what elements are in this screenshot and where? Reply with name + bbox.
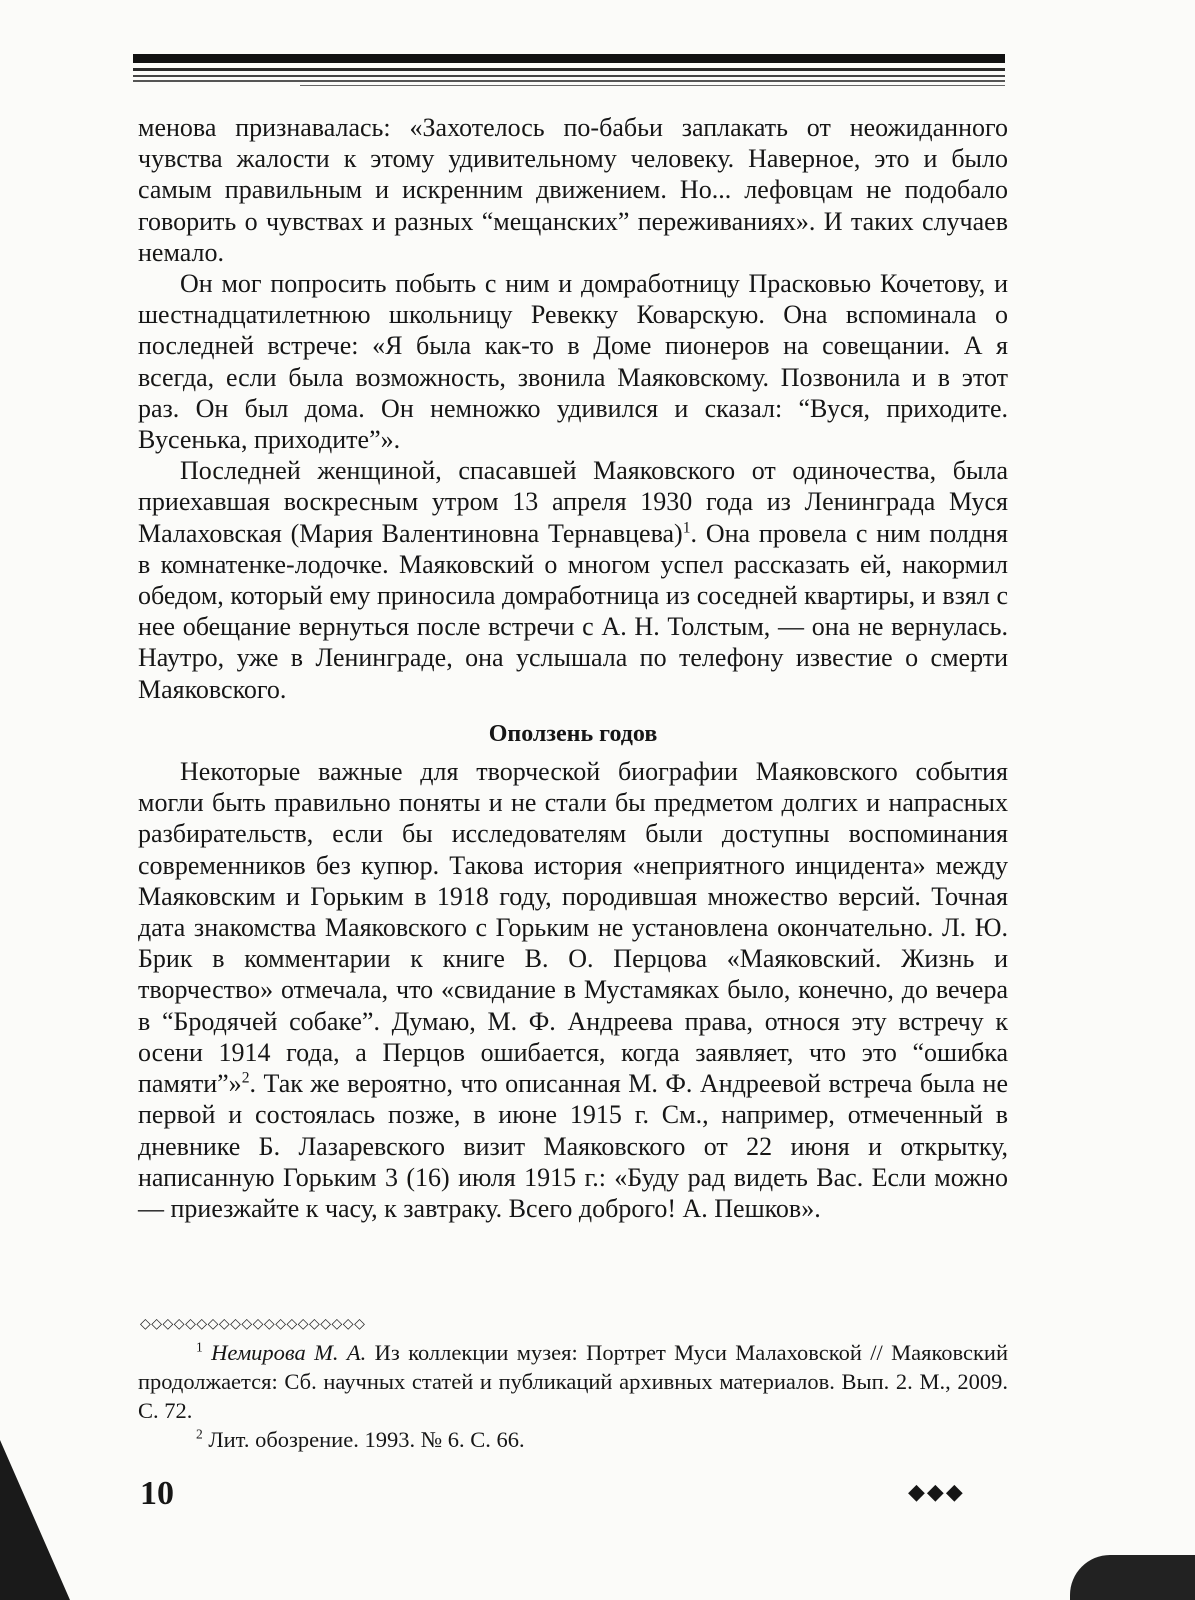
footnote-separator: ◇◇◇◇◇◇◇◇◇◇◇◇◇◇◇◇◇◇◇◇: [140, 1316, 366, 1332]
scan-shadow-left: [0, 1440, 70, 1600]
body-text: [138, 112, 1008, 1224]
header-rule-thick: [133, 54, 1005, 63]
footnote-text: Из коллекции музея: Портрет Муси Малаховской // Маяковский продолжается: Сб. научных статей и публикаций архивных материалов. Вып. 2. М., 2009. С. 72.: [138, 1340, 1009, 1423]
header-rule-4: [133, 80, 1005, 82]
paragraph-section: [138, 756, 1008, 1224]
paragraph-text: Некоторые важные для творческой биографии Маяковского события могли быть правильно поняты и не стали бы предметом долгих и напрасных разбирательств, если бы исследователям были доступны воспоминания современников без купюр. Такова история «неприятного инцидента» между Маяковским и Горьким в 1918 году, породившая множество версий. Точная дата знакомства Маяковского с Горьким не установлена окончательно. Л. Ю. Брик в комментарии к книге В. О. Перцова «Маяковский. Жизнь и творчество» отмечала, что «свидание в Мустамяках было, конечно, до вечера в “Бродячей собаке”. Думаю, М. Ф. Андреева права, относя эту встречу к осени 1914 года, а Перцов ошибается, когда заявляет, что это “ошибка памяти”»: [138, 757, 1008, 1099]
scan-shadow-right: [1070, 1555, 1195, 1600]
footnote-1: [138, 1338, 1008, 1425]
footnote-ref-1[interactable]: 1: [682, 518, 691, 536]
footnote-number: 2: [196, 1426, 203, 1442]
section-title: Оползень годов: [488, 720, 658, 747]
header-rule-5: [300, 85, 1005, 86]
footnote-text: Лит. обозрение. 1993. № 6. С. 66.: [208, 1427, 525, 1452]
header-rule-3: [133, 75, 1005, 77]
paragraph-kochetova: Он мог попросить побыть с ним и домработницу Прасковью Кочетову, и шестнадцатилетнюю школьницу Ревекку Коварскую. Она вспоминала о последней встрече: «Я была как-то в Доме пионеров на совещании. А я всегда, если была возможность, звонила Маяковскому. Позвонила и в этот раз. Он был дома. Он немножко удивился и сказал: “Вуся, приходите. Вусенька, приходите”».: [138, 269, 1008, 455]
footnote-number: 1: [196, 1339, 203, 1355]
paragraph-text: . Так же вероятно, что описанная М. Ф. Андреевой встреча была не первой и состоялась позже, в июне 1915 г. См., например, отмеченный в дневнике Б. Лазаревского визит Маяковского от 22 июня и открытку, написанную Горьким 3 (16) июля 1915 г.: «Буду рад видеть Вас. Если можно — приезжайте к часу, к завтраку. Всего доброго! А. Пешков».: [138, 1069, 1008, 1223]
footnote-2: [138, 1425, 1008, 1454]
paragraph-text: . Она провела с ним полдня в комнатенке-лодочке. Маяковский о многом успел рассказать ей, накормил обедом, который ему приносила домработница из соседней квартиры, и взял с нее обещание вернуться после встречи с А. Н. Толстым, — она не вернулась. Наутро, уже в Ленинграде, она услышала по телефону известие о смерти Маяковского.: [138, 518, 1008, 704]
footnote-ref-2[interactable]: 2: [241, 1069, 250, 1087]
paragraph-text: Последней женщиной, спасавшей Маяковского от одиночества, была приехавшая воскресным утром 13 апреля 1930 года из Ленинграда Муся Малаховская (Мария Валентиновна Тернавцева): [138, 456, 1008, 548]
footnote-author: Немирова М. А.: [211, 1340, 367, 1365]
paragraph-continued: менова признавалась: «Захотелось по-бабьи заплакать от неожиданного чувства жалости к этому удивительному человеку. Наверное, это и было самым правильным и искренним движением. Но... лефовцам не подобало говорить о чувствах и разных “мещанских” переживаниях». И таких случаев немало.: [138, 113, 1008, 267]
header-rule-2: [133, 68, 1005, 71]
paragraph-malakhovskaya: [138, 455, 1008, 705]
page-number: 10: [140, 1475, 174, 1512]
footer-ornament: ◆◆◆: [908, 1480, 965, 1505]
footnotes: [138, 1338, 1008, 1454]
